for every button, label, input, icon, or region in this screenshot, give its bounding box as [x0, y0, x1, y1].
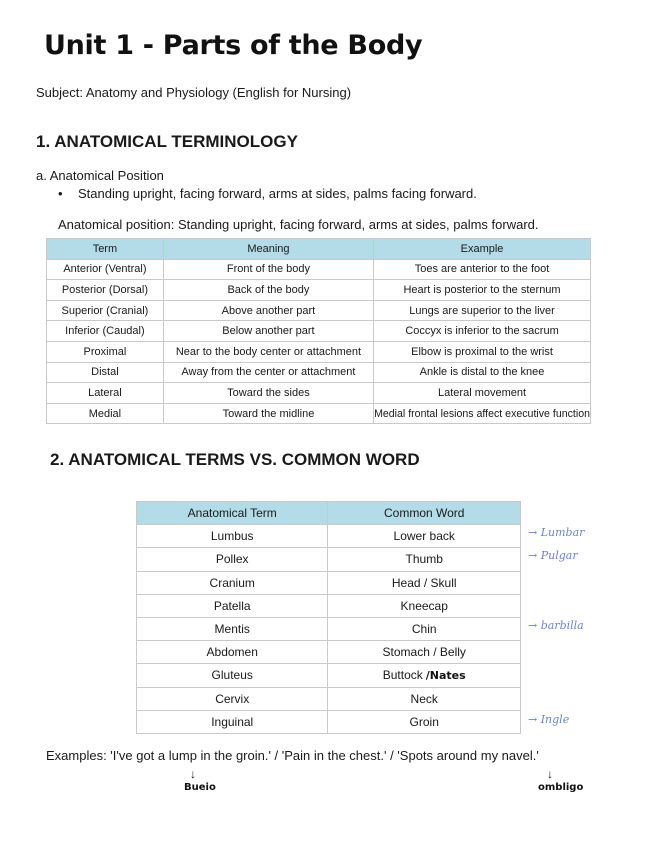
header-anatomical-term: Anatomical Term [137, 502, 328, 525]
table-row [137, 594, 521, 617]
meaning-cell: Back of the body [163, 280, 373, 301]
handwritten-note-navel: ombligo [538, 782, 584, 793]
term-cell: Distal [47, 362, 164, 383]
example-cell: Lateral movement [374, 383, 591, 404]
meaning-cell: Toward the midline [163, 403, 373, 424]
example-cell: Coccyx is inferior to the sacrum [374, 321, 591, 342]
terminology-table [46, 238, 591, 424]
margin-note-lumbus: → Lumbar [528, 526, 585, 539]
handwritten-addition: /Nates [425, 669, 466, 683]
anatomical-term-cell: Lumbus [137, 525, 328, 548]
table-row [137, 664, 521, 687]
table-row [47, 259, 591, 280]
header-common-word: Common Word [328, 502, 521, 525]
down-arrow-icon: ↓ [547, 767, 553, 781]
anatomical-term-cell: Mentis [137, 617, 328, 640]
header-term: Term [47, 239, 164, 260]
anatomical-term-cell: Abdomen [137, 641, 328, 664]
common-word-text: Buttock [382, 668, 423, 683]
example-cell: Medial frontal lesions affect executive function [374, 403, 591, 424]
handwritten-note-groin: Bueio [184, 782, 216, 793]
table-row [137, 641, 521, 664]
example-cell: Heart is posterior to the sternum [374, 280, 591, 301]
margin-note-mentis: → barbilla [528, 619, 584, 632]
section-1-heading: 1. ANATOMICAL TERMINOLOGY [36, 132, 298, 151]
margin-note-pollex: → Pulgar [528, 549, 578, 562]
table-header-row [47, 239, 591, 260]
table-row [47, 321, 591, 342]
table-row [47, 403, 591, 424]
common-word-cell: Thumb [328, 548, 521, 571]
example-cell: Ankle is distal to the knee [374, 362, 591, 383]
term-cell: Proximal [47, 341, 164, 362]
example-cell: Lungs are superior to the liver [374, 300, 591, 321]
term-cell: Posterior (Dorsal) [47, 280, 164, 301]
meaning-cell: Near to the body center or attachment [163, 341, 373, 362]
term-cell: Inferior (Caudal) [47, 321, 164, 342]
term-cell: Superior (Cranial) [47, 300, 164, 321]
table-row [137, 548, 521, 571]
header-example: Example [374, 239, 591, 260]
table-row [137, 571, 521, 594]
bullet-text: Standing upright, facing forward, arms at sides, palms facing forward. [78, 186, 477, 201]
example-cell: Elbow is proximal to the wrist [374, 341, 591, 362]
common-word-cell: Lower back [328, 525, 521, 548]
common-word-cell: Groin [328, 710, 521, 733]
common-word-cell [328, 664, 521, 687]
common-word-cell: Stomach / Belly [328, 641, 521, 664]
table-row [47, 341, 591, 362]
table-row [137, 710, 521, 733]
table-row [47, 300, 591, 321]
down-arrow-icon: ↓ [190, 767, 196, 781]
anatomical-term-cell: Inguinal [137, 710, 328, 733]
table-caption: Anatomical position: Standing upright, facing forward, arms at sides, palms forward. [58, 217, 539, 232]
meaning-cell: Away from the center or attachment [163, 362, 373, 383]
anatomical-term-cell: Patella [137, 594, 328, 617]
table-row [137, 525, 521, 548]
table-header-row [137, 502, 521, 525]
term-cell: Medial [47, 403, 164, 424]
common-word-cell: Head / Skull [328, 571, 521, 594]
bullet-icon: • [58, 186, 63, 201]
examples-line: Examples: 'I've got a lump in the groin.' / 'Pain in the chest.' / 'Spots around my navel.' [46, 748, 539, 763]
anatomical-term-cell: Cranium [137, 571, 328, 594]
common-word-cell: Neck [328, 687, 521, 710]
terms-vs-common-table [136, 501, 521, 734]
meaning-cell: Front of the body [163, 259, 373, 280]
common-word-cell: Kneecap [328, 594, 521, 617]
anatomical-position-subheading: a. Anatomical Position [36, 168, 164, 183]
page-title: Unit 1 - Parts of the Body [44, 30, 423, 61]
table-row [47, 362, 591, 383]
term-cell: Lateral [47, 383, 164, 404]
anatomical-term-cell: Cervix [137, 687, 328, 710]
margin-note-inguinal: → Ingle [528, 713, 570, 726]
subject-line: Subject: Anatomy and Physiology (English for Nursing) [36, 85, 352, 100]
common-word-cell: Chin [328, 617, 521, 640]
example-cell: Toes are anterior to the foot [374, 259, 591, 280]
term-cell: Anterior (Ventral) [47, 259, 164, 280]
header-meaning: Meaning [163, 239, 373, 260]
anatomical-term-cell: Pollex [137, 548, 328, 571]
meaning-cell: Above another part [163, 300, 373, 321]
bullet-item [58, 186, 477, 201]
anatomical-term-cell: Gluteus [137, 664, 328, 687]
table-row [47, 383, 591, 404]
table-row [137, 617, 521, 640]
table-row [47, 280, 591, 301]
section-2-heading: 2. ANATOMICAL TERMS VS. COMMON WORD [50, 450, 420, 469]
meaning-cell: Below another part [163, 321, 373, 342]
meaning-cell: Toward the sides [163, 383, 373, 404]
table-row [137, 687, 521, 710]
